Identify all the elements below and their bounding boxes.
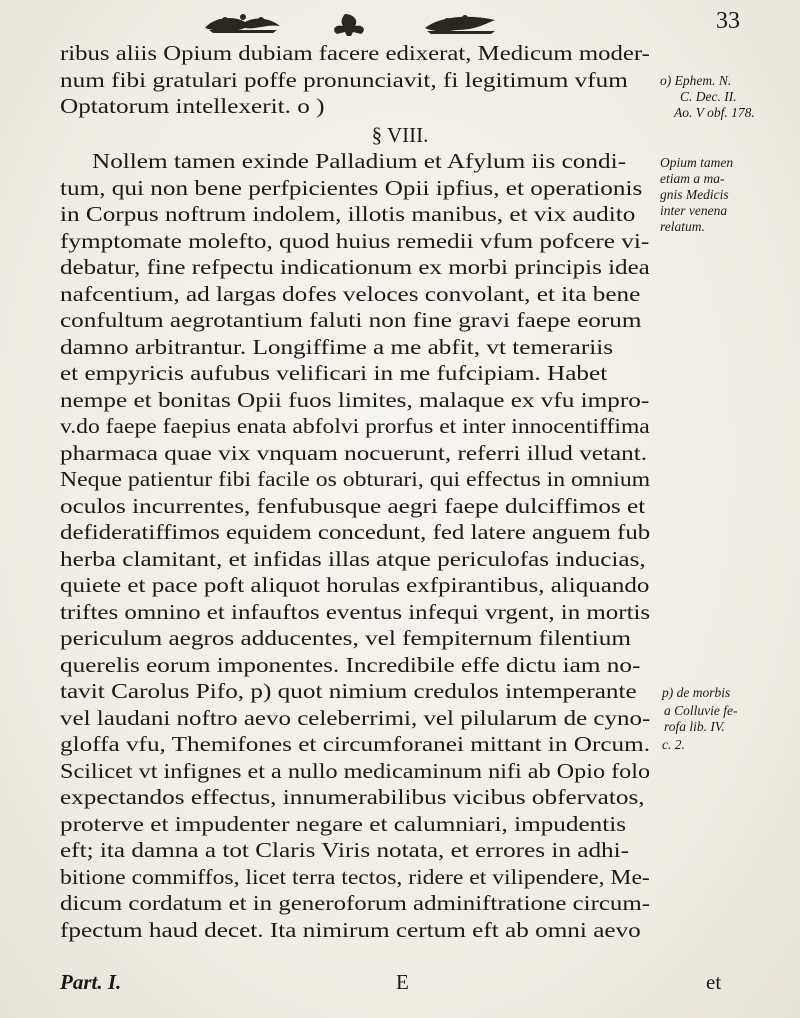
text-line: gloffa vfu, Themifones et circumforanei mittant in Orcum.	[60, 732, 650, 756]
margin-note: o) Ephem. N.	[660, 73, 732, 88]
margin-note: c. 2.	[662, 737, 685, 752]
text-line: triftes omnino et infauftos eventus infequi vrgent, in mortis	[60, 600, 651, 624]
margin-note: inter venena	[660, 203, 728, 218]
margin-note: a Colluvie fe-	[664, 703, 738, 718]
page-number: 33	[716, 8, 740, 34]
text-line: in Corpus noftrum indolem, illotis manibus, et vix audito	[60, 202, 636, 226]
text-line: bitione commiffos, licet terra tectos, ridere et vilipendere, Me-	[60, 865, 650, 889]
headpiece-ornament	[195, 8, 535, 38]
text-line: defideratiffimos equidem concedunt, fed latere anguem fub	[60, 520, 651, 544]
text-line: eft; ita damna a tot Claris Viris notata, et errores in adhi-	[60, 838, 630, 862]
text-line: querelis eorum imponentes. Incredibile effe dictu iam no-	[60, 653, 641, 677]
text-line: num fibi gratulari poffe pronunciavit, fi legitimum vfum	[60, 68, 628, 92]
text-line: tum, qui non bene perfpicientes Opii ipfius, et operationis	[60, 176, 643, 200]
signature-mark: Part. I.	[60, 970, 122, 994]
text-line: vel laudani noftro aevo celeberrimi, vel pilularum de cyno-	[60, 706, 651, 730]
text-line: fymptomate molefto, quod huius remedii vfum pofcere vi-	[60, 229, 650, 253]
text-line: damno arbitrantur. Longiffime a me abfit, vt temerariis	[60, 335, 614, 359]
margin-note: p) de morbis	[662, 685, 731, 700]
text-line: quiete et pace poft aliquot horulas exfpirantibus, aliquando	[60, 573, 650, 597]
text-line: nafcentium, ad largas dofes veloces convolant, et ita bene	[60, 282, 641, 306]
text-line: confultum aegrotantium faluti non fine gravi faepe eorum	[60, 308, 642, 332]
margin-note: gnis Medicis	[660, 187, 729, 202]
text-line: nempe et bonitas Opii fuos limites, malaque ex vfu impro-	[60, 388, 650, 412]
margin-note: relatum.	[660, 219, 705, 234]
text-line: dicum cordatum et in generoforum adminiftratione circum-	[60, 891, 650, 915]
text-line: periculum aegros adducentes, vel fempiternum filentium	[60, 626, 632, 650]
margin-note: etiam a ma-	[660, 171, 725, 186]
text-line: Neque patientur fibi facile os obturari, qui effectus in omnium	[60, 467, 651, 491]
text-line: herba clamitant, et infidas illas atque periculofas inducias,	[60, 547, 646, 571]
text-line: et empyricis aufubus velificari in me fufcipiam. Habet	[60, 361, 608, 385]
margin-note: Opium tamen	[660, 155, 734, 170]
catchword: et	[706, 970, 722, 994]
text-line: Nollem tamen exinde Palladium et Afylum iis condi-	[92, 149, 626, 173]
text-line: fpectum haud decet. Ita nimirum certum eft ab omni aevo	[60, 918, 641, 942]
section-heading: § VIII.	[371, 123, 429, 147]
margin-note: rofa lib. IV.	[664, 719, 725, 734]
text-line: v.do faepe faepius enata abfolvi prorfus et inter innocentiffima	[60, 414, 650, 438]
text-line: tavit Carolus Pifo, p) quot nimium credulos intemperante	[60, 679, 637, 703]
text-line: ribus aliis Opium dubiam facere edixerat, Medicum moder-	[60, 41, 650, 65]
text-line: proterve et impudenter negare et calumniari, impudentis	[60, 812, 627, 836]
text-line: Scilicet vt infignes et a nullo medicaminum nifi ab Opio folo	[60, 759, 651, 783]
gathering-mark: E	[396, 970, 409, 994]
text-line: pharmaca quae vix vnquam nocuerunt, referri illud vetant.	[60, 441, 648, 465]
text-line: oculos incurrentes, fenfubusque aegri faepe dulciffimos et	[60, 494, 646, 518]
margin-note: Ao. V obf. 178.	[674, 105, 755, 120]
text-line: expectandos effectus, innumerabilibus vicibus obfervatos,	[60, 785, 645, 809]
text-line: Optatorum intellexerit. o )	[60, 94, 325, 118]
margin-note: C. Dec. II.	[680, 89, 737, 104]
text-line: debatur, fine refpectu indicationum ex morbi principis idea	[60, 255, 650, 279]
